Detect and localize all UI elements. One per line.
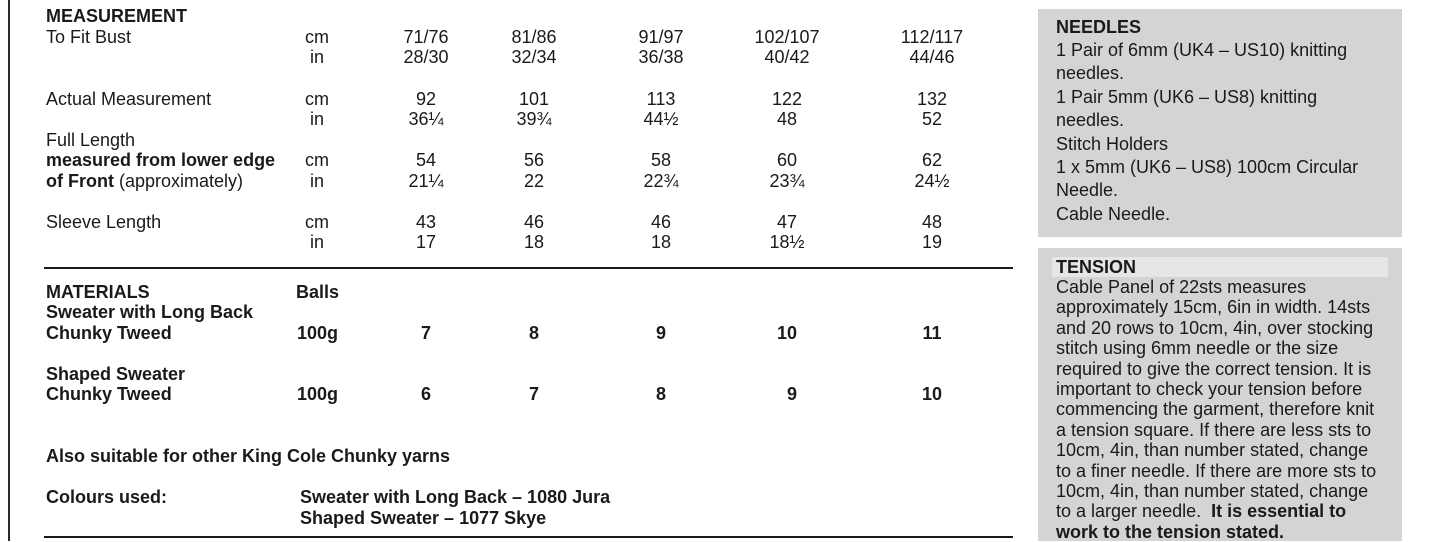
size-cm: 102/107 [754, 27, 820, 47]
shaped-name: Shaped Sweater [46, 364, 186, 384]
needles-panel [1038, 9, 1402, 237]
actual-cm: 101 [518, 89, 550, 109]
ball-count: 10 [921, 384, 943, 404]
colour-shaped: Shaped Sweater – 1077 Skye [300, 508, 547, 528]
unit-cm: cm [305, 27, 329, 47]
full-length-note [46, 171, 243, 192]
needles-line: needles. [1056, 63, 1125, 84]
tension-line-mixed [1056, 501, 1390, 521]
full-length-subtitle: measured from lower edge [46, 150, 276, 170]
needles-title: NEEDLES [1056, 17, 1142, 37]
size-in: 44/46 [909, 47, 955, 67]
actual-cm: 122 [771, 89, 803, 109]
length-in: 23¾ [769, 171, 805, 191]
ball-count: 11 [922, 323, 942, 343]
needles-line: 1 x 5mm (UK6 – US8) 100cm Circular [1056, 157, 1359, 178]
ball-count: 7 [420, 323, 431, 343]
sleeve-length-label: Sleeve Length [46, 212, 162, 232]
size-in: 36/38 [638, 47, 684, 67]
ball-count: 7 [528, 384, 539, 404]
shaped-weight: 100g [297, 384, 339, 404]
length-in: 24½ [914, 171, 950, 191]
actual-in: 52 [921, 109, 943, 129]
actual-in: 44½ [643, 109, 679, 129]
bottom-divider [44, 536, 1013, 538]
sleeve-cm: 46 [523, 212, 545, 232]
tension-line: to a finer needle. If there are more sts to [1056, 460, 1377, 481]
length-cm: 56 [523, 150, 545, 170]
long-back-name: Sweater with Long Back [46, 302, 254, 322]
sleeve-cm: 46 [650, 212, 672, 232]
needles-line: Stitch Holders [1056, 133, 1169, 154]
tension-line: commencing the garment, therefore knit [1056, 399, 1375, 420]
unit-cm: cm [305, 89, 329, 109]
tension-line: 10cm, 4in, than number stated, change [1056, 440, 1369, 461]
length-cm: 54 [415, 150, 437, 170]
size-cm: 91/97 [638, 27, 684, 47]
colour-long-back: Sweater with Long Back – 1080 Jura [300, 487, 611, 507]
length-cm: 60 [776, 150, 798, 170]
actual-cm: 132 [916, 89, 948, 109]
actual-cm: 92 [415, 89, 437, 109]
tension-line: important to check your tension before [1056, 379, 1363, 400]
long-back-yarn: Chunky Tweed [46, 323, 172, 343]
tension-line: and 20 rows to 10cm, 4in, over stocking [1056, 317, 1374, 338]
actual-measurement-label: Actual Measurement [46, 89, 212, 109]
ball-count: 6 [420, 384, 431, 404]
unit-in: in [309, 109, 324, 129]
size-in: 28/30 [403, 47, 449, 67]
unit-in: in [309, 232, 324, 252]
length-in: 21¼ [408, 171, 444, 191]
materials-heading: MATERIALS [46, 282, 150, 302]
section-divider [44, 267, 1013, 269]
page-left-border [8, 0, 10, 541]
size-in: 40/42 [764, 47, 810, 67]
long-back-weight: 100g [297, 323, 339, 343]
unit-cm: cm [305, 212, 329, 232]
sleeve-in: 18 [523, 232, 545, 252]
unit-in: in [309, 171, 324, 191]
actual-in: 48 [776, 109, 798, 129]
full-length-note-normal: (approximately) [113, 171, 244, 191]
sleeve-cm: 48 [921, 212, 943, 232]
ball-count: 8 [528, 323, 539, 343]
size-cm: 81/86 [511, 27, 557, 47]
full-length-label: Full Length [46, 130, 136, 150]
tension-panel [1038, 248, 1402, 541]
ball-count: 9 [786, 384, 797, 404]
tension-line: 10cm, 4in, than number stated, change [1056, 481, 1369, 502]
size-cm: 71/76 [403, 27, 449, 47]
tension-essential-text: It is essential to [1211, 501, 1347, 522]
tension-final-line: work to the tension stated. [1056, 521, 1285, 542]
sleeve-in: 17 [415, 232, 437, 252]
needles-line: Needle. [1056, 180, 1119, 201]
ball-count: 10 [776, 323, 798, 343]
unit-in: in [309, 47, 324, 67]
sleeve-in: 19 [921, 232, 943, 252]
sleeve-in: 18 [650, 232, 672, 252]
tension-line: required to give the correct tension. It is [1056, 358, 1372, 379]
sleeve-in: 18½ [769, 232, 805, 252]
length-cm: 58 [650, 150, 672, 170]
needles-line: 1 Pair of 6mm (UK4 – US10) knitting [1056, 40, 1348, 60]
needles-line: 1 Pair 5mm (UK6 – US8) knitting [1056, 86, 1318, 107]
actual-cm: 113 [646, 89, 676, 109]
full-length-note-bold: of Front [46, 171, 114, 191]
length-in: 22 [523, 171, 545, 191]
needles-line: needles. [1056, 110, 1125, 131]
colours-label: Colours used: [46, 487, 168, 507]
tension-line: stitch using 6mm needle or the size [1056, 338, 1339, 359]
needles-list [1056, 39, 1390, 226]
tension-line: Cable Panel of 22sts measures [1056, 277, 1307, 297]
size-in: 32/34 [511, 47, 557, 67]
size-cm: 112/117 [900, 27, 964, 47]
also-suitable-note: Also suitable for other King Cole Chunky yarns [46, 446, 451, 466]
ball-count: 9 [655, 323, 666, 343]
balls-label: Balls [296, 282, 340, 302]
shaped-yarn: Chunky Tweed [46, 384, 172, 404]
needles-line: Cable Needle. [1056, 203, 1171, 224]
tension-line: a tension square. If there are less sts to [1056, 419, 1372, 440]
to-fit-bust-label: To Fit Bust [46, 27, 132, 47]
length-in: 22¾ [643, 171, 679, 191]
tension-line: approximately 15cm, 6in in width. 14sts [1056, 297, 1371, 318]
sleeve-cm: 43 [415, 212, 437, 232]
tension-larger-needle-text: to a larger needle. [1056, 501, 1202, 522]
tension-body [1056, 277, 1390, 542]
ball-count: 8 [655, 384, 666, 404]
sleeve-cm: 47 [776, 212, 798, 232]
measurement-heading: MEASUREMENT [46, 6, 188, 26]
actual-in: 39¾ [516, 109, 552, 129]
length-cm: 62 [921, 150, 943, 170]
unit-cm: cm [305, 150, 329, 170]
tension-title: TENSION [1056, 257, 1137, 277]
actual-in: 36¼ [408, 109, 444, 129]
